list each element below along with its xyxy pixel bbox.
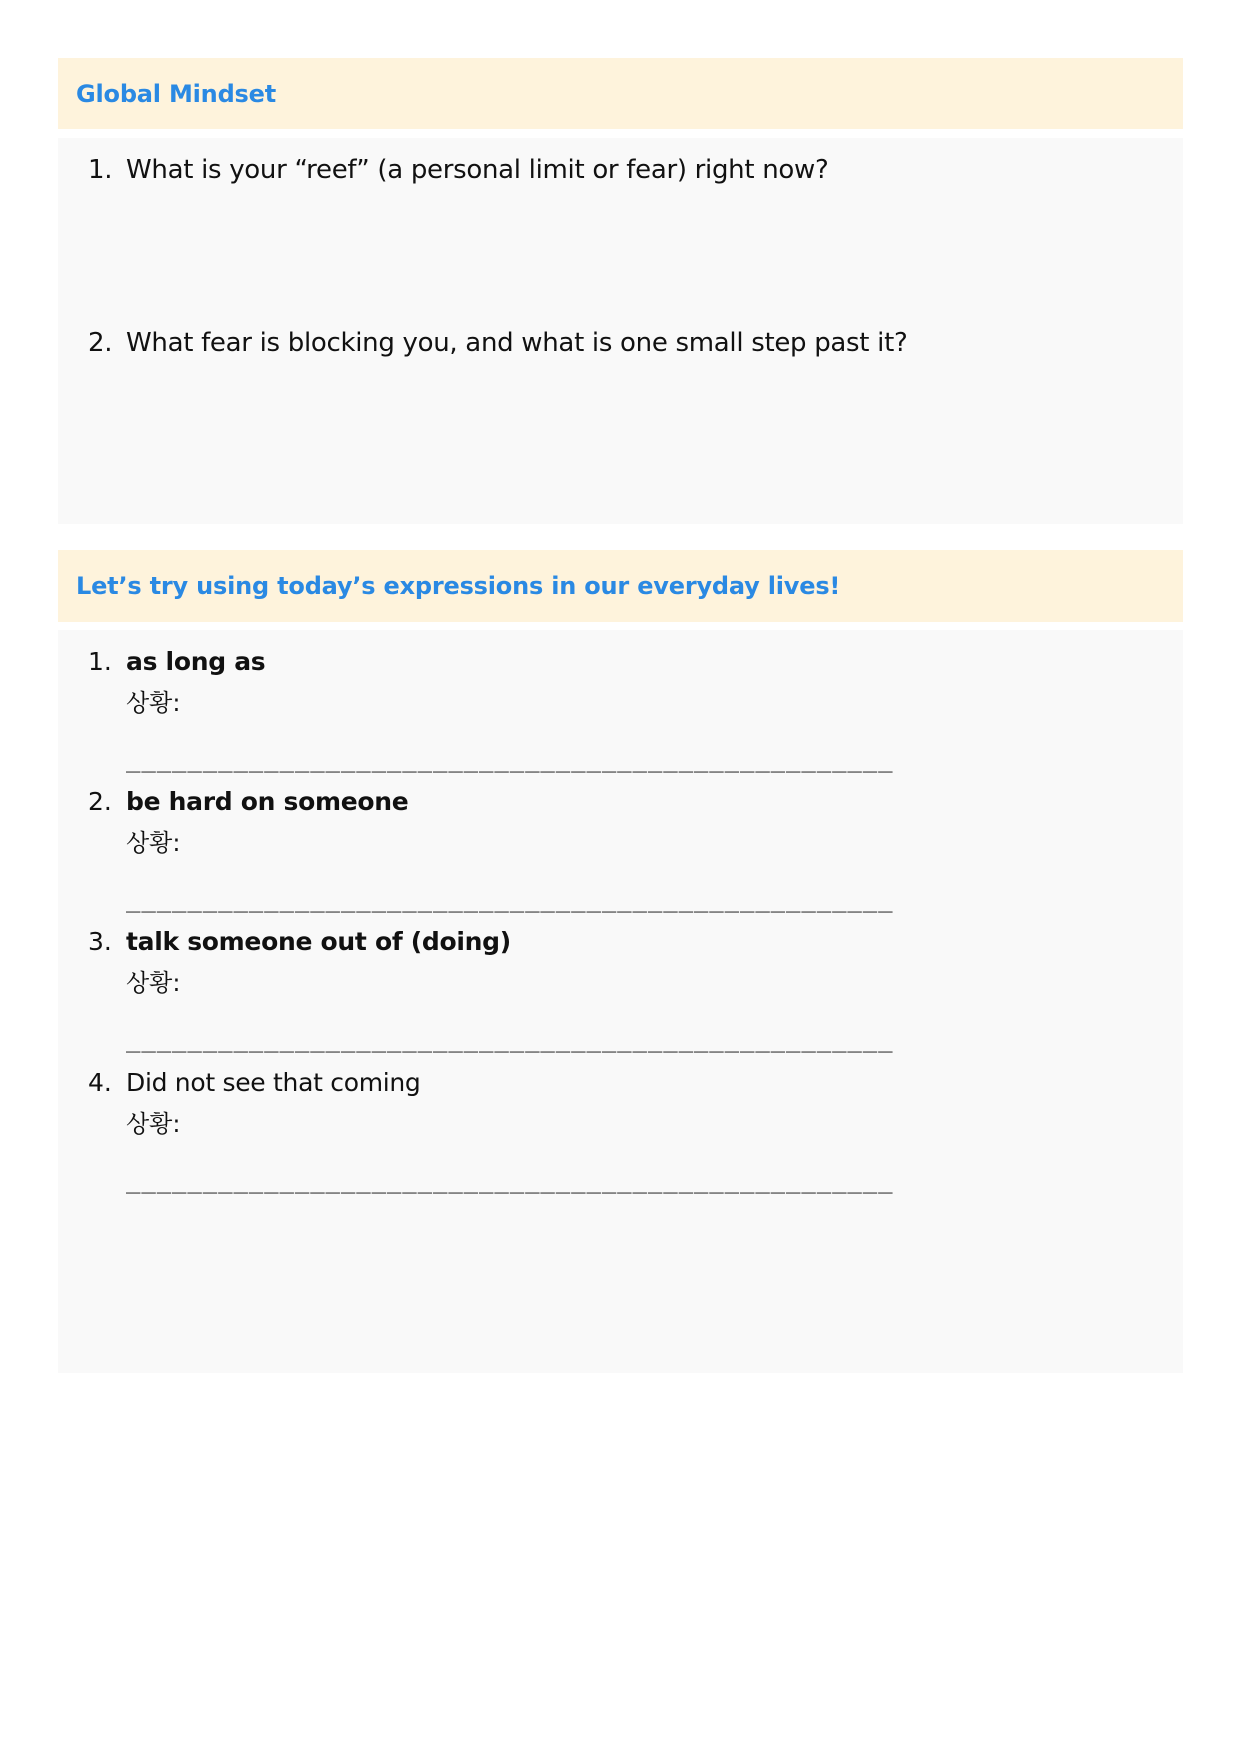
situation-label: 상황: <box>126 1110 181 1138</box>
section-title: Global Mindset <box>76 79 276 108</box>
section-title: Let’s try using today’s expressions in our everyday lives! <box>76 572 841 600</box>
answer-line[interactable]: __________________________________________________ <box>126 885 894 913</box>
expression-title: be hard on someone <box>126 787 409 816</box>
section-header-global-mindset <box>58 58 1183 129</box>
question-number: 2. <box>88 328 113 358</box>
item-number: 2. <box>88 787 112 816</box>
situation-label: 상황: <box>126 689 181 717</box>
question-text: What is your “reef” (a personal limit or fear) right now? <box>126 155 829 185</box>
expression-title: Did not see that coming <box>126 1068 421 1097</box>
item-number: 4. <box>88 1068 112 1097</box>
situation-label: 상황: <box>126 829 181 857</box>
question-item <box>88 155 828 185</box>
item-number: 1. <box>88 647 112 676</box>
expressions-box <box>58 630 1183 1373</box>
question-item <box>88 328 908 358</box>
answer-line[interactable]: __________________________________________________ <box>126 1025 894 1053</box>
reflection-box <box>58 138 1183 524</box>
expression-title: talk someone out of (doing) <box>126 927 511 956</box>
answer-line[interactable]: __________________________________________________ <box>126 745 894 773</box>
item-number: 3. <box>88 927 112 956</box>
question-text: What fear is blocking you, and what is one small step past it? <box>126 328 908 358</box>
answer-line[interactable]: __________________________________________________ <box>126 1166 894 1194</box>
question-number: 1. <box>88 155 113 185</box>
section-header-expressions <box>58 550 1183 622</box>
expression-title: as long as <box>126 647 266 676</box>
situation-label: 상황: <box>126 969 181 997</box>
